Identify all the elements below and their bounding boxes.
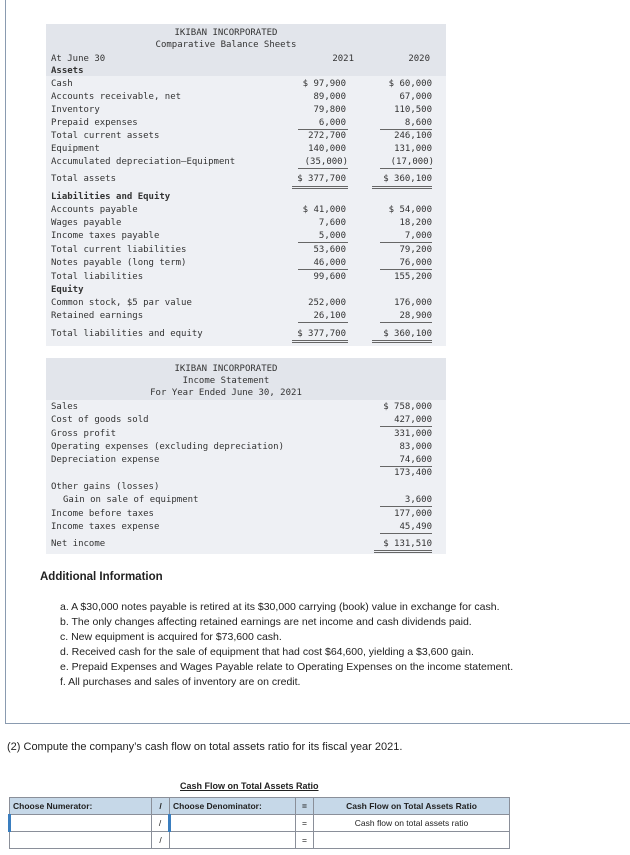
bs-company: IKIBAN INCORPORATED bbox=[174, 28, 278, 38]
denominator-select[interactable] bbox=[170, 815, 296, 832]
is-row-value: 83,000 bbox=[399, 442, 432, 452]
bs-row-2021: 6,000 bbox=[318, 118, 346, 128]
is-row-label: Operating expenses (excluding depreciation) bbox=[51, 442, 284, 452]
double-underline bbox=[372, 340, 432, 343]
is-row-value: 3,600 bbox=[404, 495, 432, 505]
divide-symbol: / bbox=[152, 798, 170, 815]
underline bbox=[380, 426, 432, 427]
equals-symbol: = bbox=[296, 832, 314, 849]
bs-row-label: Total current liabilities bbox=[51, 245, 187, 255]
ratio-input-row bbox=[10, 815, 510, 832]
underline bbox=[380, 269, 432, 270]
is-title: Income Statement bbox=[182, 376, 270, 386]
is-row-label: Net income bbox=[51, 539, 106, 549]
bs-row-label: Total liabilities bbox=[51, 272, 144, 282]
additional-info-heading: Additional Information bbox=[40, 571, 163, 583]
is-row-value: 427,000 bbox=[394, 415, 432, 425]
bs-row-2021: 140,000 bbox=[308, 144, 346, 154]
bs-row-label: Total assets bbox=[51, 174, 117, 184]
bs-row-2020: 246,100 bbox=[394, 131, 432, 141]
is-row-label: Depreciation expense bbox=[51, 455, 160, 465]
is-row-value: $ 758,000 bbox=[383, 402, 432, 412]
denominator-value-input[interactable] bbox=[170, 832, 296, 849]
bs-row-2021: 252,000 bbox=[308, 298, 346, 308]
is-row-label: Income taxes expense bbox=[51, 522, 160, 532]
bs-row-2021: 272,700 bbox=[308, 131, 346, 141]
assets-heading: Assets bbox=[51, 66, 84, 76]
bs-row-2021: 5,000 bbox=[318, 231, 346, 241]
underline bbox=[298, 168, 348, 169]
bs-row-2020: $ 60,000 bbox=[388, 79, 432, 89]
bs-row-label: Income taxes payable bbox=[51, 231, 160, 241]
numerator-header: Choose Numerator: bbox=[10, 798, 152, 815]
additional-info-list bbox=[60, 600, 513, 690]
bs-row-2020: 76,000 bbox=[399, 258, 432, 268]
underline bbox=[380, 168, 432, 169]
double-underline bbox=[292, 340, 348, 343]
bs-row-label: Accounts receivable, net bbox=[51, 92, 182, 102]
balance-sheet bbox=[46, 24, 446, 346]
underline bbox=[298, 242, 348, 243]
underline bbox=[298, 129, 348, 130]
underline bbox=[380, 242, 432, 243]
bs-row-label: Prepaid expenses bbox=[51, 118, 138, 128]
is-row-value: 74,600 bbox=[399, 455, 432, 465]
bs-col-2021: 2021 bbox=[332, 54, 354, 64]
additional-item: f. All purchases and sales of inventory are on credit. bbox=[60, 676, 301, 688]
ratio-table bbox=[8, 797, 510, 849]
bs-row-label: Retained earnings bbox=[51, 311, 144, 321]
is-period: For Year Ended June 30, 2021 bbox=[150, 388, 302, 398]
bs-row-label: Accumulated depreciation—Equipment bbox=[51, 157, 236, 167]
additional-item: c. New equipment is acquired for $73,600 cash. bbox=[60, 631, 282, 643]
ratio-header-row bbox=[10, 798, 510, 815]
is-row-value: $ 131,510 bbox=[383, 539, 432, 549]
equity-heading: Equity bbox=[51, 285, 84, 295]
bs-row-2021: 53,600 bbox=[313, 245, 346, 255]
result-row-label: Cash flow on total assets ratio bbox=[314, 815, 510, 832]
equals-symbol: = bbox=[296, 798, 314, 815]
is-row-label: Gain on sale of equipment bbox=[63, 495, 199, 505]
bs-row-2021: (35,000) bbox=[304, 157, 348, 167]
is-row-label: Gross profit bbox=[51, 429, 117, 439]
bs-row-label: Notes payable (long term) bbox=[51, 258, 187, 268]
underline bbox=[380, 322, 432, 323]
bs-row-2020: 79,200 bbox=[399, 245, 432, 255]
double-underline bbox=[372, 186, 432, 189]
is-row-label: Sales bbox=[51, 402, 79, 412]
underline bbox=[380, 466, 432, 467]
underline bbox=[298, 269, 348, 270]
bs-row-2020: 28,900 bbox=[399, 311, 432, 321]
ratio-value-row bbox=[10, 832, 510, 849]
additional-item: e. Prepaid Expenses and Wages Payable relate to Operating Expenses on the income statement. bbox=[60, 661, 514, 673]
bs-row-2020: $ 54,000 bbox=[388, 205, 432, 215]
bs-row-label: Common stock, $5 par value bbox=[51, 298, 192, 308]
bs-row-label: Inventory bbox=[51, 105, 100, 115]
bs-row-2020: 67,000 bbox=[399, 92, 432, 102]
numerator-select[interactable] bbox=[10, 815, 152, 832]
bs-row-2020: 8,600 bbox=[404, 118, 432, 128]
is-row-value: 331,000 bbox=[394, 429, 432, 439]
liabilities-heading: Liabilities and Equity bbox=[51, 192, 171, 202]
underline bbox=[380, 506, 432, 507]
is-row-value: 177,000 bbox=[394, 509, 432, 519]
bs-row-2020: 110,500 bbox=[394, 105, 432, 115]
bs-col-2020: 2020 bbox=[408, 54, 430, 64]
underline bbox=[380, 533, 432, 534]
bs-row-2020: $ 360,100 bbox=[383, 174, 432, 184]
is-row-value: 173,400 bbox=[394, 468, 432, 478]
divide-symbol: / bbox=[152, 815, 170, 832]
bs-row-2021: 46,000 bbox=[313, 258, 346, 268]
is-row-label: Income before taxes bbox=[51, 509, 154, 519]
bs-row-2020: 131,000 bbox=[394, 144, 432, 154]
bs-row-2021: 89,000 bbox=[313, 92, 346, 102]
bs-row-2020: 7,000 bbox=[404, 231, 432, 241]
is-row-value: 45,490 bbox=[399, 522, 432, 532]
bs-row-2021: $ 377,700 bbox=[297, 329, 346, 339]
is-row-label: Cost of goods sold bbox=[51, 415, 149, 425]
bs-row-2020: 18,200 bbox=[399, 218, 432, 228]
additional-item: d. Received cash for the sale of equipment that had cost $64,600, yielding a $3,600 gain. bbox=[60, 646, 474, 658]
bs-row-2020: 176,000 bbox=[394, 298, 432, 308]
bs-row-2020: 155,200 bbox=[394, 272, 432, 282]
divide-symbol: / bbox=[152, 832, 170, 849]
bs-row-2021: $ 377,700 bbox=[297, 174, 346, 184]
bs-row-label: Cash bbox=[51, 79, 73, 89]
bs-title: Comparative Balance Sheets bbox=[155, 40, 297, 50]
bs-row-2021: 26,100 bbox=[313, 311, 346, 321]
bs-row-2021: 7,600 bbox=[318, 218, 346, 228]
double-underline bbox=[374, 550, 432, 553]
bs-row-2020: $ 360,100 bbox=[383, 329, 432, 339]
bs-row-2021: $ 97,900 bbox=[302, 79, 346, 89]
underline bbox=[298, 322, 348, 323]
bs-row-label: Wages payable bbox=[51, 218, 122, 228]
question-text: (2) Compute the company’s cash flow on total assets ratio for its fiscal year 2021. bbox=[7, 741, 403, 753]
bs-row-label: Total liabilities and equity bbox=[51, 329, 203, 339]
result-value-input[interactable] bbox=[314, 832, 510, 849]
underline bbox=[380, 129, 432, 130]
is-row-label: Other gains (losses) bbox=[51, 482, 160, 492]
additional-item: b. The only changes affecting retained earnings are net income and cash dividends paid. bbox=[60, 616, 472, 628]
bs-row-label: Total current assets bbox=[51, 131, 160, 141]
bs-row-label: Accounts payable bbox=[51, 205, 138, 215]
denominator-header: Choose Denominator: bbox=[170, 798, 296, 815]
bs-row-2021: 79,800 bbox=[313, 105, 346, 115]
equals-symbol: = bbox=[296, 815, 314, 832]
bs-row-2021: 99,600 bbox=[313, 272, 346, 282]
additional-item: a. A $30,000 notes payable is retired at its $30,000 carrying (book) value in exchange for cash. bbox=[60, 601, 500, 613]
income-statement bbox=[46, 358, 446, 554]
bs-row-2020: (17,000) bbox=[390, 157, 434, 167]
bs-date-label: At June 30 bbox=[51, 54, 106, 64]
result-header: Cash Flow on Total Assets Ratio bbox=[314, 798, 510, 815]
bs-row-2021: $ 41,000 bbox=[302, 205, 346, 215]
double-underline bbox=[292, 186, 348, 189]
is-company: IKIBAN INCORPORATED bbox=[174, 364, 278, 374]
bs-row-label: Equipment bbox=[51, 144, 100, 154]
ratio-table-title: Cash Flow on Total Assets Ratio bbox=[180, 781, 319, 791]
numerator-value-input[interactable] bbox=[10, 832, 152, 849]
